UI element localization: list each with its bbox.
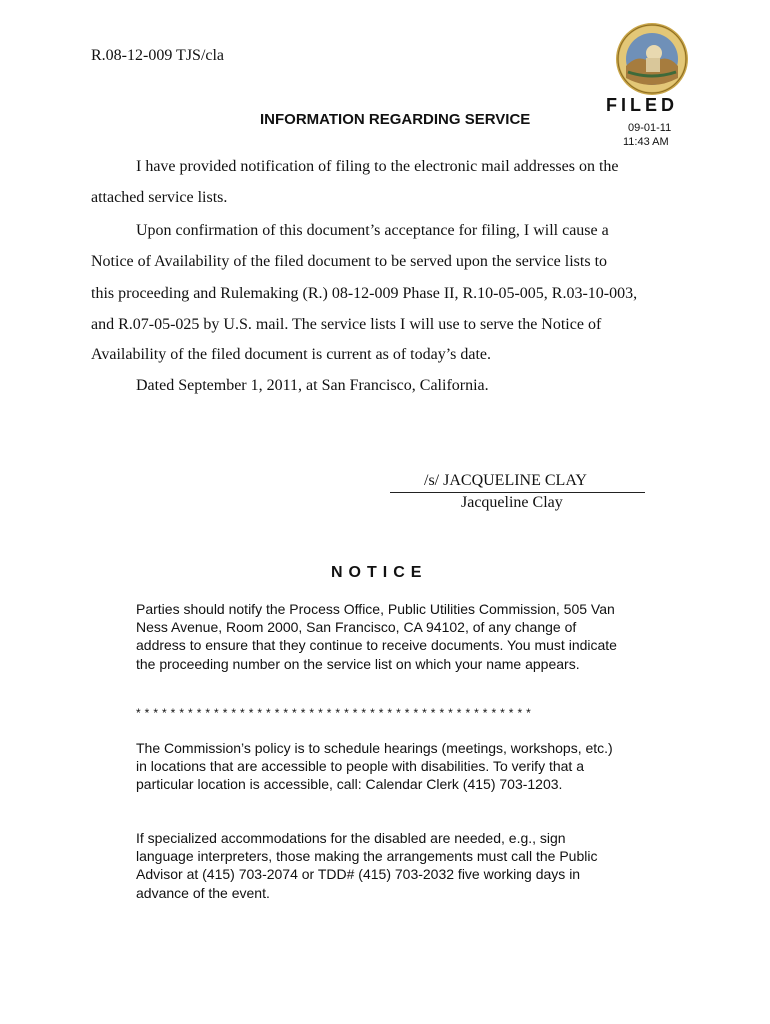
accessibility-paragraph: The Commission’s policy is to schedule hearings (meetings, workshops, etc.) in locations that are accessible to people with disabilities. To verify that a particular location is accessible, call: Calendar Clerk (415) 703-1203. <box>136 740 613 793</box>
signature-typed: /s/ JACQUELINE CLAY <box>424 472 587 489</box>
notice-heading: NOTICE <box>331 564 428 581</box>
document-title: INFORMATION REGARDING SERVICE <box>260 111 531 128</box>
docket-reference: R.08-12-009 TJS/cla <box>91 47 225 64</box>
filed-time: 11:43 AM <box>623 136 669 148</box>
accommodations-paragraph: If specialized accommodations for the disabled are needed, e.g., sign language interpreters, those making the arrangements must call the Public Advisor at (415) 703-2074 or TDD# (415) 703-2032 five working days in advance of the event. <box>136 830 598 901</box>
notice-paragraph: Parties should notify the Process Office, Public Utilities Commission, 505 Van Ness Avenue, Room 2000, San Francisco, CA 94102, of any change of address to ensure that they continue to receive documents. You must indicate the proceeding number on the service list on which your name appears. <box>136 601 617 672</box>
body-line: attached service lists. <box>91 189 228 206</box>
body-line: Notice of Availability of the filed document to be served upon the service lists to <box>91 253 608 270</box>
body-line: and R.07-05-025 by U.S. mail. The service lists I will use to serve the Notice of <box>91 316 602 333</box>
signature-name: Jacqueline Clay <box>461 494 563 511</box>
dated-line: Dated September 1, 2011, at San Francisco, California. <box>136 377 489 394</box>
body-line: Upon confirmation of this document’s acceptance for filing, I will cause a <box>136 222 609 239</box>
body-line: Availability of the filed document is current as of today’s date. <box>91 346 492 363</box>
body-line: I have provided notification of filing to the electronic mail addresses on the <box>136 158 619 175</box>
signature-rule <box>390 492 645 493</box>
body-line: this proceeding and Rulemaking (R.) 08-12-009 Phase II, R.10-05-005, R.03-10-003, <box>91 285 638 302</box>
california-seal-logo <box>614 22 690 96</box>
filed-stamp: FILED <box>606 95 678 115</box>
separator-asterisks: ********************************************** <box>136 706 535 720</box>
filed-date: 09-01-11 <box>628 122 672 134</box>
